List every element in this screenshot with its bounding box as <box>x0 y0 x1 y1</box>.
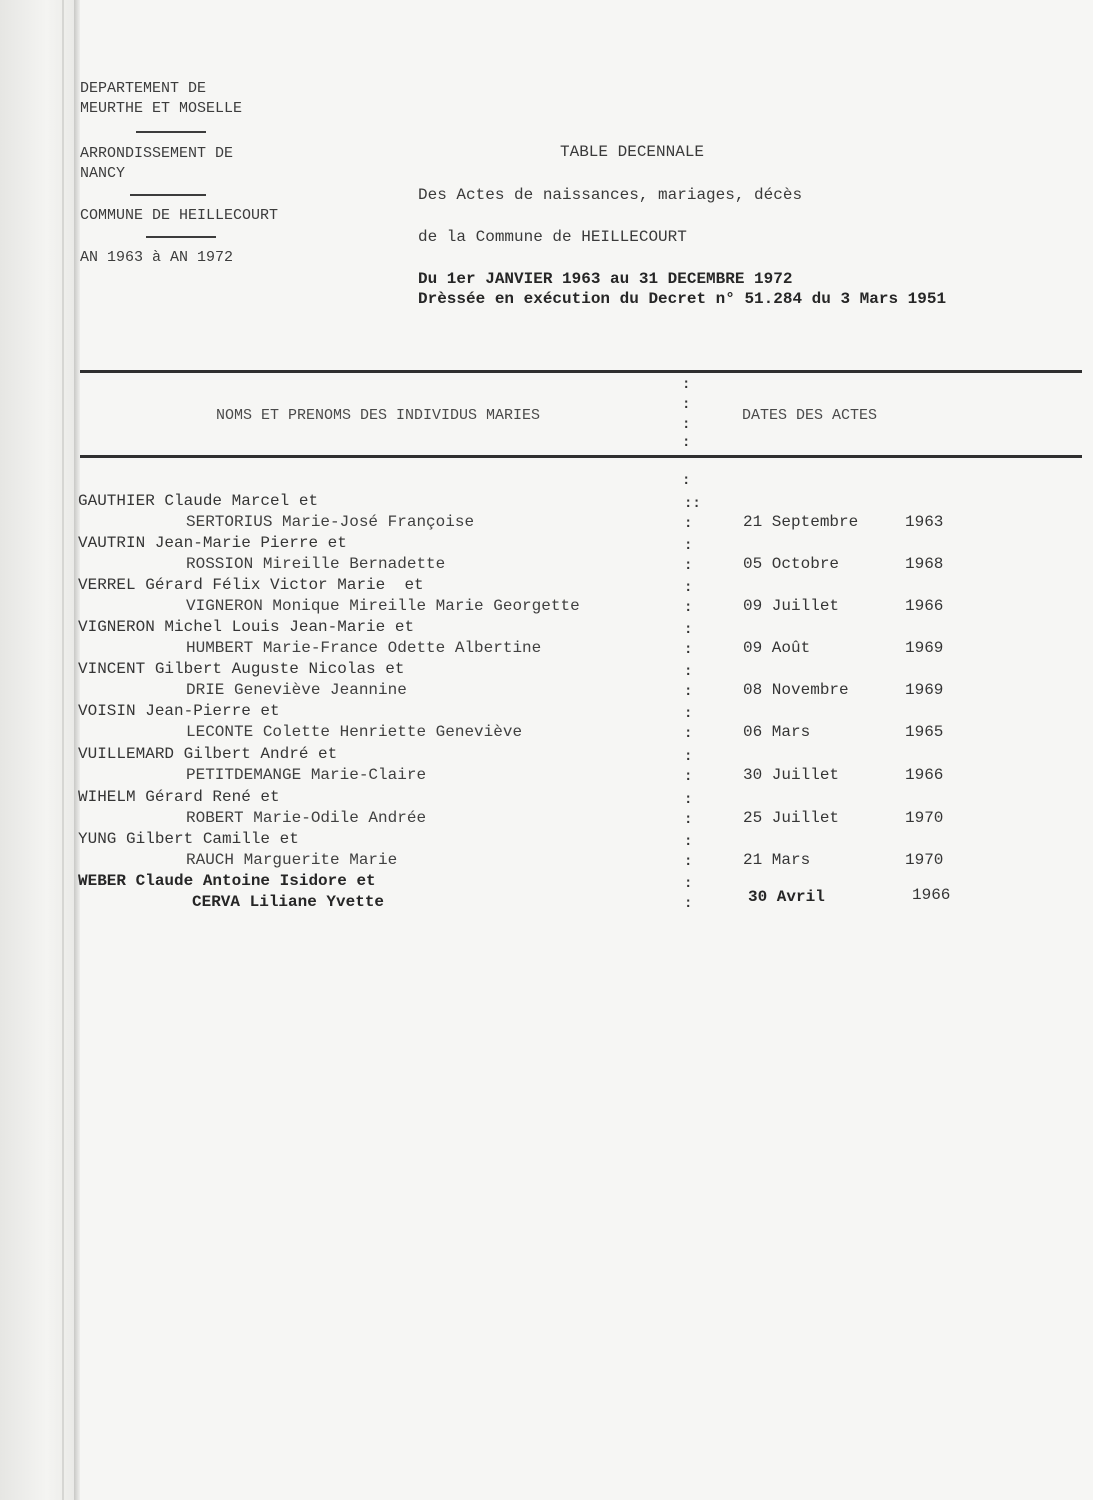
arrondissement-line-2: NANCY <box>80 165 126 182</box>
column-separator: : <box>682 377 691 393</box>
act-year: 1970 <box>905 809 944 827</box>
table-row <box>0 702 1093 744</box>
wife-name: PETITDEMANGE Marie-Claire <box>186 766 427 784</box>
title-line-2: de la Commune de HEILLECOURT <box>418 228 687 246</box>
wife-name: ROSSION Mireille Bernadette <box>186 555 446 573</box>
column-separator: : <box>684 769 693 785</box>
act-date: 09 Juillet <box>743 597 840 615</box>
document-title: TABLE DECENNALE <box>560 143 705 161</box>
title-line-4: Drèssée en exécution du Decret n° 51.284 du 3 Mars 1951 <box>418 290 947 308</box>
column-header-names: NOMS ET PRENOMS DES INDIVIDUS MARIES <box>216 407 541 424</box>
column-separator: : <box>682 397 691 413</box>
column-separator: : <box>684 706 693 722</box>
column-separator: : <box>684 684 693 700</box>
arrondissement-line-1: ARRONDISSEMENT DE <box>80 145 234 162</box>
husband-name: VIGNERON Michel Louis Jean-Marie et <box>78 618 415 636</box>
table-row <box>0 788 1093 830</box>
table-row <box>0 872 1093 914</box>
table-row <box>0 618 1093 660</box>
husband-name: VERREL Gérard Félix Victor Marie et <box>78 576 424 594</box>
column-separator: : <box>684 876 693 892</box>
table-row <box>0 534 1093 576</box>
act-date: 05 Octobre <box>743 555 840 573</box>
column-separator: : <box>684 600 693 616</box>
column-separator: : <box>684 749 693 765</box>
table-row <box>0 745 1093 787</box>
act-date: 21 Septembre <box>743 513 859 531</box>
column-separator: : <box>684 896 693 912</box>
act-year: 1966 <box>912 886 951 904</box>
column-separator: : <box>682 417 691 433</box>
header-divider <box>136 131 206 133</box>
husband-name: WEBER Claude Antoine Isidore et <box>78 872 376 890</box>
act-date: 30 Avril <box>748 888 825 906</box>
act-date: 06 Mars <box>743 723 811 741</box>
header-divider <box>130 194 206 196</box>
husband-name: GAUTHIER Claude Marcel et <box>78 492 319 510</box>
table-row <box>0 492 1093 534</box>
husband-name: VINCENT Gilbert Auguste Nicolas et <box>78 660 405 678</box>
title-line-3: Du 1er JANVIER 1963 au 31 DECEMBRE 1972 <box>418 270 793 288</box>
act-year: 1965 <box>905 723 944 741</box>
column-separator: : <box>684 580 693 596</box>
header-divider <box>146 236 216 238</box>
column-separator: : <box>684 854 693 870</box>
column-separator: : <box>684 792 693 808</box>
act-year: 1966 <box>905 597 944 615</box>
column-separator: :: <box>684 496 701 512</box>
wife-name: CERVA Liliane Yvette <box>192 893 385 911</box>
husband-name: YUNG Gilbert Camille et <box>78 830 299 848</box>
commune-line: COMMUNE DE HEILLECOURT <box>80 207 279 224</box>
table-row <box>0 576 1093 618</box>
column-separator: : <box>682 473 691 489</box>
column-separator: : <box>684 664 693 680</box>
act-date: 30 Juillet <box>743 766 840 784</box>
table-header-rule <box>80 455 1082 458</box>
column-separator: : <box>684 516 693 532</box>
column-separator: : <box>684 558 693 574</box>
act-date: 08 Novembre <box>743 681 849 699</box>
act-date: 21 Mars <box>743 851 811 869</box>
column-separator: : <box>684 642 693 658</box>
column-separator: : <box>682 435 691 451</box>
table-top-rule <box>80 370 1082 373</box>
act-year: 1969 <box>905 639 944 657</box>
act-year: 1969 <box>905 681 944 699</box>
wife-name: HUMBERT Marie-France Odette Albertine <box>186 639 542 657</box>
column-separator: : <box>684 834 693 850</box>
period-line: AN 1963 à AN 1972 <box>80 249 234 266</box>
husband-name: WIHELM Gérard René et <box>78 788 280 806</box>
title-line-1: Des Actes de naissances, mariages, décès <box>418 186 803 204</box>
act-year: 1963 <box>905 513 944 531</box>
wife-name: DRIE Geneviève Jeannine <box>186 681 407 699</box>
column-separator: : <box>684 812 693 828</box>
wife-name: SERTORIUS Marie-José Françoise <box>186 513 475 531</box>
wife-name: LECONTE Colette Henriette Geneviève <box>186 723 523 741</box>
husband-name: VOISIN Jean-Pierre et <box>78 702 280 720</box>
act-year: 1968 <box>905 555 944 573</box>
wife-name: RAUCH Marguerite Marie <box>186 851 398 869</box>
husband-name: VAUTRIN Jean-Marie Pierre et <box>78 534 347 552</box>
department-line-1: DEPARTEMENT DE <box>80 80 207 97</box>
column-separator: : <box>684 622 693 638</box>
act-date: 09 Août <box>743 639 811 657</box>
table-row <box>0 660 1093 702</box>
act-date: 25 Juillet <box>743 809 840 827</box>
wife-name: VIGNERON Monique Mireille Marie Georgette <box>186 597 580 615</box>
table-row <box>0 830 1093 872</box>
act-year: 1966 <box>905 766 944 784</box>
department-line-2: MEURTHE ET MOSELLE <box>80 100 243 117</box>
act-year: 1970 <box>905 851 944 869</box>
wife-name: ROBERT Marie-Odile Andrée <box>186 809 427 827</box>
column-separator: : <box>684 726 693 742</box>
husband-name: VUILLEMARD Gilbert André et <box>78 745 338 763</box>
column-separator: : <box>684 538 693 554</box>
column-header-dates: DATES DES ACTES <box>742 407 878 424</box>
